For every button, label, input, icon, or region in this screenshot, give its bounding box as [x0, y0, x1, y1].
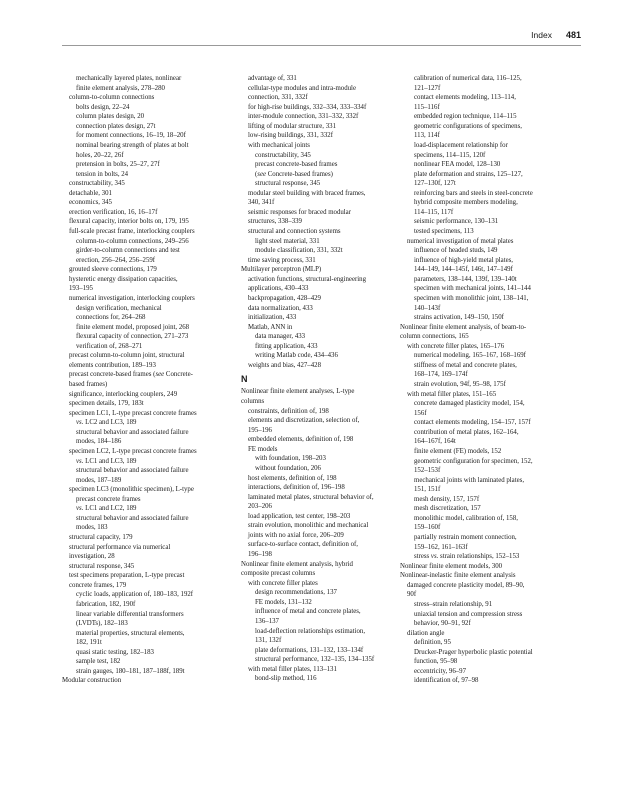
index-entry: FE models, 131–132 — [255, 598, 312, 606]
index-column-1 — [62, 74, 232, 686]
index-entry: mesh density, 157, 157f — [414, 495, 480, 503]
index-entry: hybrid composite members modeling, — [414, 199, 518, 207]
index-entry: modes, 183 — [76, 524, 108, 532]
index-entry: strain gauges, 180–181, 187–188f, 189t — [76, 667, 185, 675]
index-entry: data normalization, 433 — [248, 304, 313, 312]
index-entry: with metal filler plates, 151–165 — [407, 390, 497, 398]
index-entry: behavior, 90–91, 92f — [414, 620, 471, 628]
index-entry: Nonlinear finite element analysis, of beam-to- — [400, 323, 527, 331]
index-entry: parameters, 138–144, 139f, 139–140t — [414, 275, 517, 283]
index-entry: pretension in bolts, 25–27, 27f — [76, 161, 160, 169]
index-entry: partially restrain moment connection, — [414, 534, 517, 541]
index-entry: bond-slip method, 116 — [255, 675, 317, 683]
index-entry: Nonlinear finite element analysis, hybrid — [241, 560, 353, 568]
index-entry: with mechanical joints — [248, 141, 310, 149]
index-entry: FE models — [248, 445, 278, 453]
index-entry: connection plates design, 27t — [76, 122, 156, 130]
running-header-title: Index — [531, 30, 552, 40]
index-entry: constructability, 345 — [255, 151, 311, 159]
index-entry: erection verification, 16, 16–17f — [69, 208, 158, 216]
index-entry: connection, 331, 332f — [248, 94, 308, 102]
index-entry: fitting application, 433 — [255, 342, 318, 350]
index-entry: precast concrete frames — [76, 495, 141, 503]
index-entry: strain evolution, monolithic and mechanical — [248, 522, 369, 530]
index-entry: numerical investigation of metal plates — [407, 237, 514, 245]
index-entry: surface-to-surface contact, definition of, — [248, 541, 359, 549]
index-entry: geometric configurations of specimens, — [414, 122, 522, 130]
index-entry: constructability, 345 — [69, 180, 125, 188]
index-entry: advantage of, 331 — [248, 75, 297, 82]
index-entry: definition, 95 — [414, 639, 451, 647]
index-entry: structural and connection systems — [248, 228, 341, 235]
header-rule — [62, 45, 581, 46]
index-entry: for moment connections, 16–19, 18–20f — [76, 132, 186, 140]
index-column-2 — [241, 74, 411, 684]
index-entry: applications, 430–433 — [248, 285, 309, 293]
index-entry: structural performance, 132–135, 134–135f — [255, 656, 375, 664]
index-entry: vs. LC2 and LC3, 189 — [76, 419, 137, 427]
index-entry: dilation angle — [407, 629, 445, 637]
index-entry: (see Concrete-based frames) — [255, 170, 333, 178]
index-entry: light steel material, 331 — [255, 237, 320, 245]
index-entry: strain evolution, 94f, 95–98, 175f — [414, 381, 506, 388]
index-entry: design verification, mechanical — [76, 304, 162, 312]
index-entry: 182, 191t — [76, 639, 102, 647]
index-entry: 340, 341f — [248, 199, 275, 207]
index-entry: hysteretic energy dissipation capacities, — [69, 275, 178, 283]
index-entry: contribution of metal plates, 162–164, — [414, 428, 519, 436]
index-entry: design recommendations, 137 — [255, 589, 337, 597]
index-entry: mechanical joints with laminated plates, — [414, 476, 525, 484]
index-entry: structures, 338–339 — [248, 218, 302, 226]
index-entry: Nonlinear finite element analyses, L-type — [241, 388, 355, 396]
index-entry: with concrete filler plates, 165–176 — [407, 342, 505, 350]
index-entry: tested specimens, 113 — [414, 228, 474, 235]
index-entry: plate deformation and strains, 125–127, — [414, 170, 523, 178]
index-entry: contact elements modeling, 154–157, 157f — [414, 419, 531, 427]
index-entry: Modular construction — [62, 677, 122, 685]
index-entry: 90f — [407, 591, 417, 599]
index-entry: eccentricity, 96–97 — [414, 667, 467, 675]
index-entry: grouted sleeve connections, 179 — [69, 266, 157, 274]
index-entry: test specimens preparation, L-type precast — [69, 572, 185, 580]
index-entry: flexural capacity, interior bolts on, 179, 195 — [69, 218, 189, 226]
index-entry: based frames) — [69, 381, 108, 388]
index-entry: specimen with monolithic joint, 138–141, — [414, 294, 529, 302]
index-entry: (LVDTs), 182–183 — [76, 620, 128, 628]
running-header — [531, 30, 581, 40]
index-entry: activation functions, structural-engineering — [248, 275, 367, 283]
index-entry: column-to-column connections, 249–256 — [76, 237, 189, 245]
index-entry: mechanically layered plates, nonlinear — [76, 75, 182, 82]
index-entry: structural behavior and associated failure — [76, 428, 189, 436]
index-entry: cellular-type modules and intra-module — [248, 84, 356, 92]
index-entry: verification of, 268–271 — [76, 342, 143, 350]
index-entry: joints with no axial force, 206–209 — [248, 531, 344, 539]
index-entry: monolithic model, calibration of, 158, — [414, 514, 518, 522]
index-entry: weights and bias, 427–428 — [248, 361, 321, 369]
index-entry: investigation, 28 — [69, 553, 115, 561]
index-entry: fabrication, 182, 190f — [76, 600, 136, 608]
index-entry: 156f — [414, 409, 427, 417]
index-entry: 168–174, 169–174f — [414, 371, 468, 379]
index-column-3 — [400, 74, 570, 686]
index-entry: Drucker-Prager hyperbolic plastic potential — [414, 648, 533, 656]
index-entry: column-to-column connections — [69, 94, 155, 102]
index-entry: structural behavior and associated failure — [76, 514, 189, 522]
index-entry: structural response, 345 — [69, 562, 135, 570]
index-entry: full-scale precast frame, interlocking couplers — [69, 228, 195, 235]
index-entry: data manager, 433 — [255, 333, 306, 341]
index-entry: detachable, 301 — [69, 189, 112, 197]
index-entry: with concrete filler plates — [248, 579, 318, 587]
index-entry: embedded elements, definition of, 198 — [248, 436, 354, 444]
index-entry: strains activation, 149–150, 150f — [414, 314, 504, 322]
index-entry: with foundation, 198–203 — [255, 455, 326, 463]
index-entry: 203–206 — [248, 503, 272, 511]
section-letter: N — [241, 374, 248, 385]
index-entry: 115–116f — [414, 103, 440, 111]
index-entry: concrete damaged plasticity model, 154, — [414, 400, 525, 408]
index-entry: Matlab, ANN in — [248, 323, 293, 331]
index-entry: sample test, 182 — [76, 658, 121, 666]
index-entry: nonlinear FEA model, 128–130 — [414, 161, 501, 169]
index-entry: plate deformations, 131–132, 133–134f — [255, 646, 364, 654]
index-entry: 152–153f — [414, 467, 441, 475]
index-entry: with metal filler plates, 113–131 — [248, 665, 337, 673]
index-entry: significance, interlocking couplers, 249 — [69, 390, 178, 398]
index-entry: initialization, 433 — [248, 314, 297, 322]
index-entry: finite element analysis, 278–280 — [76, 84, 165, 92]
index-entry: specimen LC1, L-type precast concrete frames — [69, 409, 197, 417]
index-entry: Nonlinear finite element models, 300 — [400, 562, 503, 570]
index-entry: seismic responses for braced modular — [248, 208, 352, 216]
index-entry: influence of high-yield metal plates, — [414, 256, 514, 264]
index-entry: reinforcing bars and steels in steel-concrete — [414, 189, 533, 197]
index-entry: concrete frames, 179 — [69, 581, 127, 589]
index-entry: nominal bearing strength of plates at bolt — [76, 141, 189, 149]
index-entry: finite element model, proposed joint, 268 — [76, 323, 190, 331]
index-entry: 144–149, 144–145f, 146t, 147–149f — [414, 266, 513, 274]
index-entry: precast concrete-based frames (see Concrete- — [69, 371, 193, 379]
index-entry: numerical investigation, interlocking couplers — [69, 294, 195, 302]
page-number: 481 — [565, 30, 581, 40]
index-entry: elements and discretization, selection of, — [248, 417, 360, 425]
index-entry: laminated metal plates, structural behavior of, — [248, 493, 374, 501]
index-entry: precast column-to-column joint, structural — [69, 352, 185, 360]
index-entry: 136–137 — [255, 617, 279, 625]
index-entry: time saving process, 331 — [248, 256, 316, 264]
index-entry: modular steel building with braced frames, — [248, 189, 366, 197]
index-entry: structural behavior and associated failure — [76, 467, 189, 475]
index-entry: composite precast columns — [241, 570, 316, 578]
index-entry: embedded region technique, 114–115 — [414, 113, 517, 121]
index-entry: contact elements modeling, 113–114, — [414, 94, 516, 102]
index-entry: modes, 187–189 — [76, 476, 122, 484]
index-entry: inter-module connection, 331–332, 332f — [248, 113, 359, 121]
index-entry: flexural capacity of connection, 271–273 — [76, 333, 189, 341]
index-entry: 195–196 — [248, 426, 272, 434]
index-entry: interactions, definition of, 196–198 — [248, 484, 345, 492]
index-entry: specimen LC2, L-type precast concrete frames — [69, 447, 197, 455]
index-entry: uniaxial tension and compression stress — [414, 610, 523, 618]
index-entry: 164–167f, 164t — [414, 438, 456, 446]
index-entry: linear variable differential transformers — [76, 610, 184, 618]
index-entry: numerical modeling, 165–167, 168–169f — [414, 352, 526, 360]
index-entry: quasi static testing, 182–183 — [76, 648, 154, 656]
index-entry: finite element (FE) models, 152 — [414, 447, 502, 455]
index-entry: erection, 256–264, 256–259f — [76, 256, 156, 264]
index-entry: specimens, 114–115, 120f — [414, 151, 486, 159]
index-entry: column plates design, 20 — [76, 113, 145, 121]
index-entry: load-displacement relationship for — [414, 141, 508, 149]
index-entry: Nonlinear-inelastic finite element analysis — [400, 572, 516, 580]
index-entry: 193–195 — [69, 285, 93, 293]
index-entry: mesh discretization, 157 — [414, 505, 481, 513]
index-entry: vs. LC1 and LC3, 189 — [76, 457, 137, 465]
index-entry: precast concrete-based frames — [255, 161, 338, 169]
index-entry: stress vs. strain relationships, 152–153 — [414, 553, 520, 561]
index-entry: 114–115, 117f — [414, 208, 454, 216]
index-entry: connections for, 264–268 — [76, 314, 146, 322]
index-entry: holes, 20–22, 26f — [76, 151, 124, 159]
index-entry: columns — [241, 398, 265, 405]
index-entry: host elements, definition of, 198 — [248, 474, 337, 482]
index-entry: 140–143f — [414, 304, 441, 312]
index-entry: 151, 151f — [414, 486, 441, 494]
index-entry: low-rising buildings, 331, 332f — [248, 132, 333, 140]
index-entry: modes, 184–186 — [76, 438, 122, 446]
index-entry: load-deflection relationships estimation, — [255, 627, 366, 635]
index-entry: 127–130f, 127t — [414, 180, 456, 188]
index-entry: vs. LC1 and LC2, 189 — [76, 505, 137, 513]
index-entry: 121–127f — [414, 84, 441, 92]
index-entry: damaged concrete plasticity model, 89–90, — [407, 581, 525, 589]
index-entry: identification of, 97–98 — [414, 677, 479, 685]
index-entry: 196–198 — [248, 551, 272, 558]
index-entry: bolts design, 22–24 — [76, 103, 130, 111]
index-entry: influence of headed studs, 149 — [414, 247, 498, 255]
index-entry: writing Matlab code, 434–436 — [255, 352, 338, 360]
index-entry: specimen with mechanical joints, 141–144 — [414, 285, 531, 293]
index-entry: elements contribution, 189–193 — [69, 361, 156, 369]
index-entry: lifting of modular structure, 331 — [248, 122, 336, 130]
index-entry: stress–strain relationship, 91 — [414, 600, 493, 608]
index-entry: function, 95–98 — [414, 658, 458, 666]
index-entry: without foundation, 206 — [255, 464, 321, 472]
index-entry: Multilayer perceptron (MLP) — [241, 266, 322, 274]
index-entry: 131, 132f — [255, 637, 282, 645]
index-entry: specimen LC3 (monolithic specimen), L-type — [69, 486, 194, 494]
index-entry: economics, 345 — [69, 199, 112, 207]
index-entry: cyclic loads, application of, 180–183, 192f — [76, 591, 194, 599]
index-entry: structural performance via numerical — [69, 543, 171, 551]
index-entry: constraints, definition of, 198 — [248, 407, 329, 415]
index-entry: influence of metal and concrete plates, — [255, 608, 361, 616]
index-entry: 159–160f — [414, 524, 441, 532]
index-entry: calibration of numerical data, 116–125, — [414, 75, 522, 82]
index-entry: seismic performance, 130–131 — [414, 218, 499, 226]
index-entry: material properties, structural elements, — [76, 629, 185, 637]
index-entry: 159–162, 161–163f — [414, 543, 468, 551]
index-entry: module classification, 331, 332t — [255, 247, 343, 255]
index-entry: stiffness of metal and concrete plates, — [414, 361, 517, 369]
index-entry: structural capacity, 179 — [69, 534, 133, 541]
index-entry: specimen details, 179, 183t — [69, 400, 144, 408]
index-entry: for high-rise buildings, 332–334, 333–334f — [248, 103, 367, 111]
index-entry: column connections, 165 — [400, 333, 469, 341]
index-entry: tension in bolts, 24 — [76, 170, 129, 178]
index-entry: 113, 114f — [414, 132, 440, 140]
index-entry: backpropagation, 428–429 — [248, 294, 321, 302]
index-entry: geometric configuration for specimen, 152, — [414, 457, 533, 465]
index-entry: load application, test center, 198–203 — [248, 512, 351, 520]
index-entry: girder-to-column connections and test — [76, 247, 180, 255]
index-entry: structural response, 345 — [255, 180, 321, 188]
